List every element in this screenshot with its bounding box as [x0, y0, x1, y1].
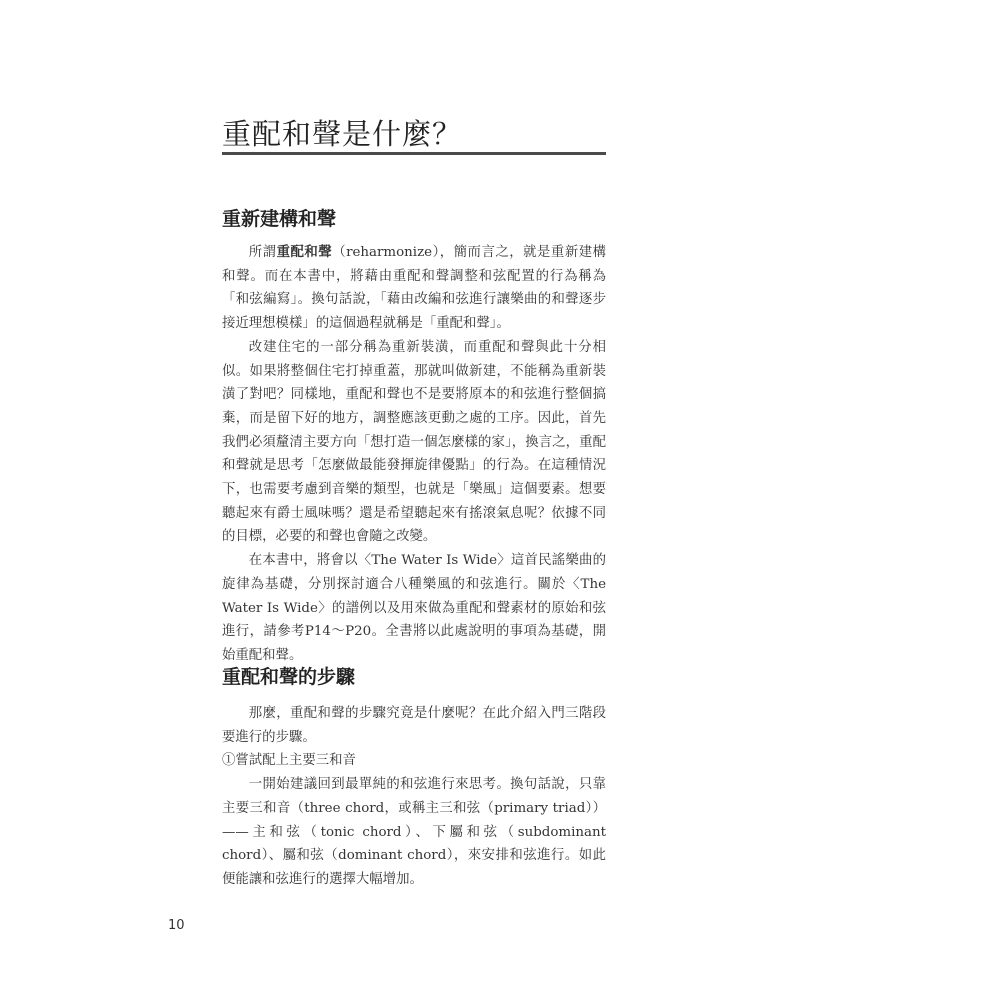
page-number: 10 [168, 918, 185, 933]
chapter-title: 重配和聲是什麼？ [222, 117, 463, 151]
section-body-rebuild-harmony [222, 241, 606, 668]
step-heading: ①嘗試配上主要三和音 [222, 753, 356, 769]
paragraph-text: 所謂 [248, 245, 277, 260]
paragraph: 改建住宅的一部分稱為重新裝潢，而重配和聲與此十分相似。如果將整個住宅打掉重蓋，那就叫做新建，不能稱為重新裝潢了對吧？同樣地，重配和聲也不是要將原本的和弦進行整個搞棄，而是留下好的地方，調整應該更動之處的工序。因此，首先我們必須釐清主要方向「想打造一個怎麼樣的家」，換言之，重配和聲就是思考「怎麼做最能發揮旋律優點」的行為。在這種情況下，也需要考慮到音樂的類型，也就是「樂風」這個要素。想要聽起來有爵士風味嗎？還是希望聽起來有搖滾氣息呢？依據不同的目標，必要的和聲也會隨之改變。 [222, 339, 606, 545]
paragraph: 一開始建議回到最單純的和弦進行來思考。換句話說，只靠主要三和音（three chord，或稱主三和弦（primary triad））——主和弦（tonic chord）、下屬和弦（subdominant chord）、屬和弦（dominant chord），來安排和弦進行。如此便能讓和弦進行的選擇大幅增加。 [222, 777, 606, 887]
bold-term: 重配和聲 [276, 244, 333, 260]
title-underline [222, 152, 606, 155]
paragraph: 那麼，重配和聲的步驟究竟是什麼呢？在此介紹入門三階段要進行的步驟。 [222, 706, 606, 745]
section-body-reharmonize-steps [222, 702, 606, 892]
paragraph [222, 241, 606, 336]
paragraph: 在本書中，將會以〈The Water Is Wide〉這首民謠樂曲的旋律為基礎，分別探討適合八種樂風的和弦進行。關於〈The Water Is Wide〉的譜例以及用來做為重配和聲素材的原始和弦進行，請參考P14～P20。全書將以此處說明的事項為基礎，開始重配和聲。 [222, 553, 606, 663]
section-heading-rebuild-harmony: 重新建構和聲 [222, 208, 337, 230]
section-heading-reharmonize-steps: 重配和聲的步驟 [222, 666, 356, 688]
paragraph-text: （reharmonize），簡而言之，就是重新建構和聲。而在本書中，將藉由重配和聲調整和弦配置的行為稱為「和弦編寫」。換句話說，「藉由改編和弦進行讓樂曲的和聲逐步接近理想模樣」的這個過程就稱是「重配和聲」。 [222, 245, 607, 332]
